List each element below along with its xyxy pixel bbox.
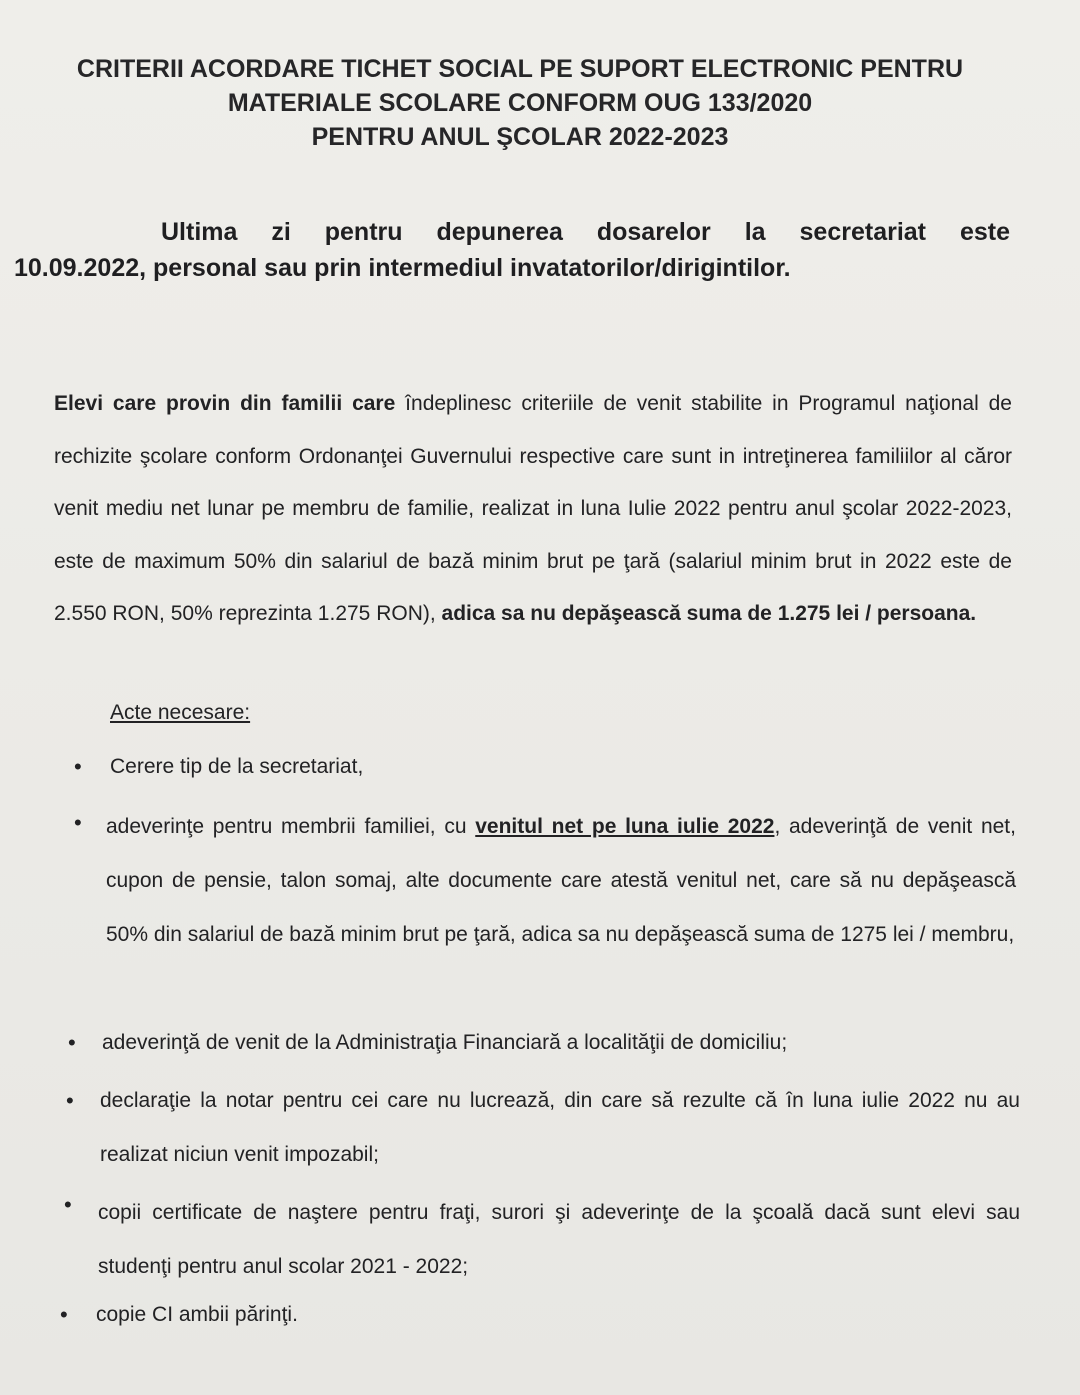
deadline-line-1: Ultima zi pentru depunerea dosarelor la secretariat este [161, 218, 1010, 246]
list-item-adeverinte-membri [106, 800, 1016, 962]
bullet-icon: • [74, 754, 82, 779]
criteria-text: îndeplinesc criteriile de venit stabilite in Programul naţional de rechizite şcolare conform Ordonanţei Guvernului respective care sunt in intreţinerea familiilor al căror venit mediu net lunar pe membru de familie, realizat in luna Iulie 2022 pentru anul şcolar 2022-2023, este de maximum 50% din salariul de bază minim brut pe ţară (salariul minim brut in 2022 este de 2.550 RON, 50% reprezinta 1.275 RON), [54, 392, 1012, 625]
list-item-cerere: Cerere tip de la secretariat, [110, 755, 364, 778]
list-item-adeverinta-venit: adeverinţă de venit de la Administraţia Financiară a localităţii de domiciliu; [102, 1031, 788, 1054]
title-line-2: MATERIALE SCOLARE CONFORM OUG 133/2020 [227, 89, 813, 117]
document-title [0, 52, 1040, 154]
deadline-notice [14, 214, 1010, 286]
list-item-declaratie-notar: declaraţie la notar pentru cei care nu lucrează, din care să rezulte că în luna iulie 2022 nu au realizat niciun venit impozabil; [100, 1089, 1020, 1166]
bullet-icon: • [64, 1192, 72, 1217]
criteria-bold-tail: adica sa nu depăşească suma de 1.275 lei / persoana. [441, 602, 977, 625]
list-item-certificate-nastere: copii certificate de naştere pentru fraţi, surori şi adeverinţe de la şcoală dacă sunt elevi sau studenţi pentru anul scolar 2021 - 2022; [98, 1201, 1020, 1278]
title-line-1: CRITERII ACORDARE TICHET SOCIAL PE SUPORT ELECTRONIC PENTRU [76, 55, 964, 83]
bullet-icon: • [66, 1088, 74, 1113]
required-documents-heading: Acte necesare: [110, 701, 251, 724]
bullet-icon: • [74, 810, 82, 835]
item-emphasis-venit-net: venitul net pe luna iulie 2022 [475, 815, 775, 838]
item-text-before: adeverinţe pentru membrii familiei, cu [106, 815, 476, 838]
list-item-copie-ci: copie CI ambii părinţi. [96, 1303, 298, 1326]
bullet-icon: • [68, 1030, 76, 1055]
title-line-3: PENTRU ANUL ŞCOLAR 2022-2023 [311, 123, 729, 151]
bullet-icon: • [60, 1302, 68, 1327]
deadline-line-2: 10.09.2022, personal sau prin intermediul invatatorilor/dirigintilor. [14, 254, 791, 282]
item-text-after: , adeverinţă de venit net, cupon de pensie, talon somaj, alte documente care atestă venitul net, care să nu depăşească 50% din salariul de bază minim brut pe ţară, adica sa nu depăşească suma de 1275 lei / membru, [106, 815, 1016, 946]
criteria-bold-lead: Elevi care provin din familii care [54, 392, 396, 415]
eligibility-criteria-paragraph [54, 378, 1012, 641]
